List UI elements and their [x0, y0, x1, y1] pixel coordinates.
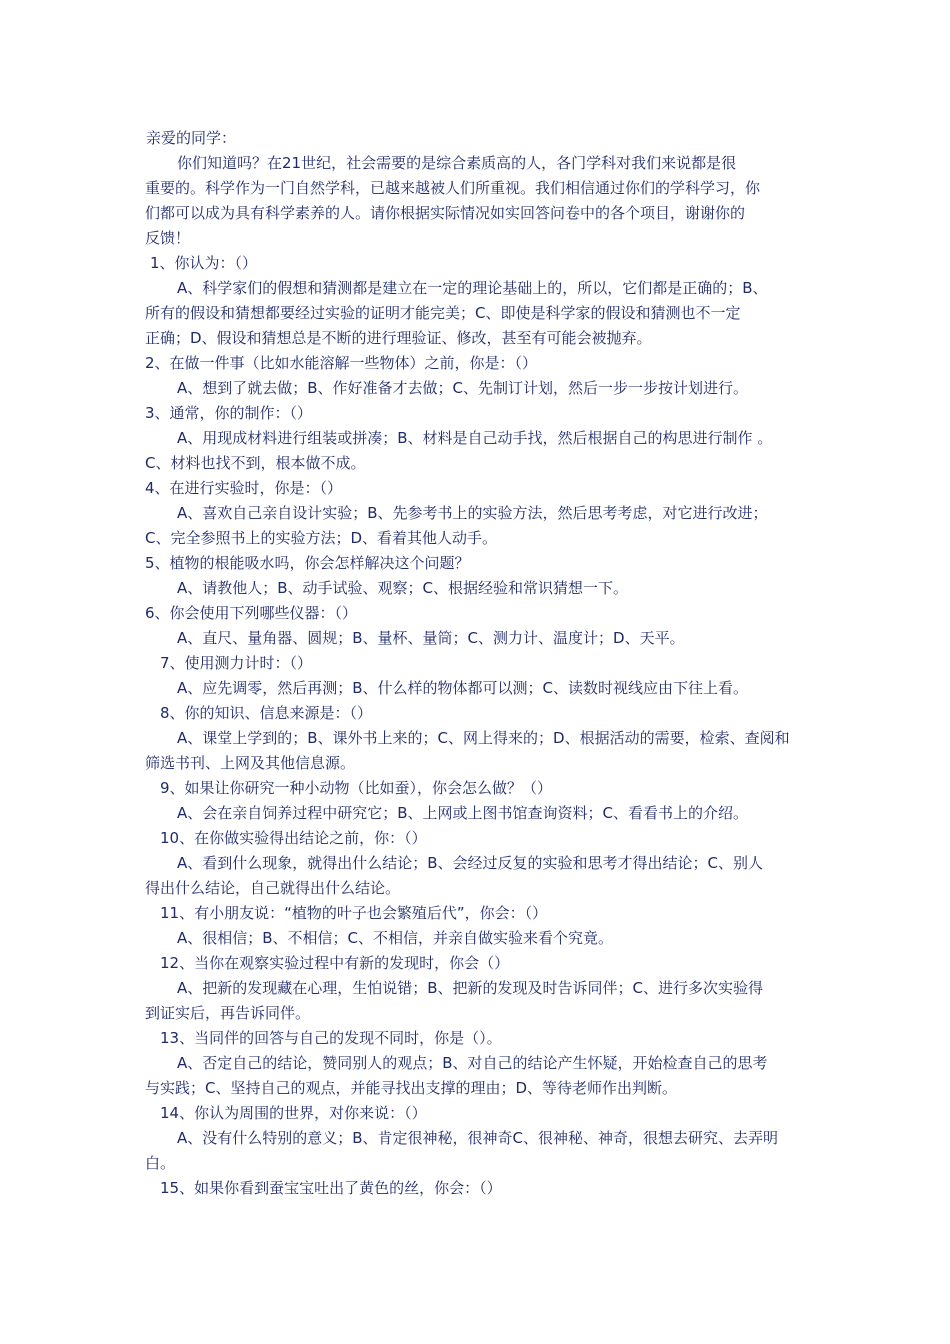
options-5: A、请教他人；B、动手试验、观察；C、根据经验和常识猜想一下。 [177, 579, 629, 597]
options-14: 白。 [145, 1154, 176, 1172]
question-14: 14、你认为周围的世界，对你来说：（） [160, 1104, 427, 1122]
question-8: 8、你的知识、信息来源是：（） [160, 704, 373, 722]
question-1: 1、你认为：（） [150, 254, 258, 272]
question-10: 10、在你做实验得出结论之前，你：（） [160, 829, 427, 847]
options-9: A、会在亲自饲养过程中研究它；B、上网或上图书馆查询资料；C、看看书上的介绍。 [177, 804, 749, 822]
options-13: A、否定自己的结论，赞同别人的观点；B、对自己的结论产生怀疑，开始检查自己的思考 [177, 1054, 768, 1072]
options-10: A、看到什么现象，就得出什么结论；B、会经过反复的实验和思考才得出结论；C、别人 [177, 854, 764, 872]
question-2: 2、在做一件事（比如水能溶解一些物体）之前，你是：（） [145, 354, 538, 372]
options-3: A、用现成材料进行组装或拼凑；B、材料是自己动手找，然后根据自己的构思进行制作 。 [177, 429, 773, 447]
options-8: A、课堂上学到的；B、课外书上来的；C、网上得来的；D、根据活动的需要，检索、查阅和 [177, 729, 790, 747]
question-4: 4、在进行实验时，你是：（） [145, 479, 343, 497]
question-3: 3、通常，你的制作：（） [145, 404, 313, 422]
options-3: C、材料也找不到，根本做不成。 [145, 454, 366, 472]
options-2: A、想到了就去做；B、作好准备才去做；C、先制订计划，然后一步一步按计划进行。 [177, 379, 749, 397]
options-11: A、很相信；B、不相信；C、不相信，并亲自做实验来看个究竟。 [177, 929, 614, 947]
intro-line: 反馈！ [145, 229, 191, 247]
options-1: A、科学家们的假想和猜测都是建立在一定的理论基础上的，所以，它们都是正确的；B、 [177, 279, 768, 297]
options-8: 筛选书刊、上网及其他信息源。 [145, 754, 356, 772]
options-1: 正确；D、假设和猜想总是不断的进行理验证、修改，甚至有可能会被抛弃。 [145, 329, 652, 347]
question-6: 6、你会使用下列哪些仪器：（） [145, 604, 358, 622]
intro-line: 你们知道吗？在21世纪，社会需要的是综合素质高的人，各门学科对我们来说都是很 [177, 154, 737, 172]
question-7: 7、使用测力计时：（） [160, 654, 313, 672]
options-4: A、喜欢自己亲自设计实验；B、先参考书上的实验方法，然后思考考虑，对它进行改进； [177, 504, 768, 522]
question-9: 9、如果让你研究一种小动物（比如蚕），你会怎么做？（） [160, 779, 553, 797]
greeting-line: 亲爱的同学： [146, 129, 237, 147]
question-5: 5、植物的根能吸水吗，你会怎样解决这个问题？ [145, 554, 470, 572]
options-12: 到证实后，再告诉同伴。 [145, 1004, 311, 1022]
options-12: A、把新的发现藏在心理，生怕说错；B、把新的发现及时告诉同伴；C、进行多次实验得 [177, 979, 764, 997]
options-7: A、应先调零，然后再测；B、什么样的物体都可以测；C、读数时视线应由下往上看。 [177, 679, 749, 697]
options-1: 所有的假设和猜想都要经过实验的证明才能完美；C、即使是科学家的假设和猜测也不一定 [145, 304, 741, 322]
options-4: C、完全参照书上的实验方法；D、看着其他人动手。 [145, 529, 498, 547]
intro-line: 重要的。科学作为一门自然学科，已越来越被人们所重视。我们相信通过你们的学科学习，你 [145, 179, 761, 197]
question-13: 13、当同伴的回答与自己的发现不同时，你是（）。 [160, 1029, 502, 1047]
question-11: 11、有小朋友说：“植物的叶子也会繁殖后代”，你会：（） [160, 904, 548, 922]
question-15: 15、如果你看到蚕宝宝吐出了黄色的丝，你会：（） [160, 1179, 502, 1197]
intro-line: 们都可以成为具有科学素养的人。请你根据实际情况如实回答问卷中的各个项目，谢谢你的 [145, 204, 746, 222]
options-6: A、直尺、量角器、圆规；B、量杯、量筒；C、测力计、温度计；D、天平。 [177, 629, 685, 647]
question-12: 12、当你在观察实验过程中有新的发现时，你会（） [160, 954, 510, 972]
options-13: 与实践；C、坚持自己的观点，并能寻找出支撑的理由；D、等待老师作出判断。 [145, 1079, 678, 1097]
options-10: 得出什么结论，自己就得出什么结论。 [145, 879, 401, 897]
options-14: A、没有什么特别的意义；B、肯定很神秘，很神奇C、很神秘、神奇，很想去研究、去弄明 [177, 1129, 779, 1147]
